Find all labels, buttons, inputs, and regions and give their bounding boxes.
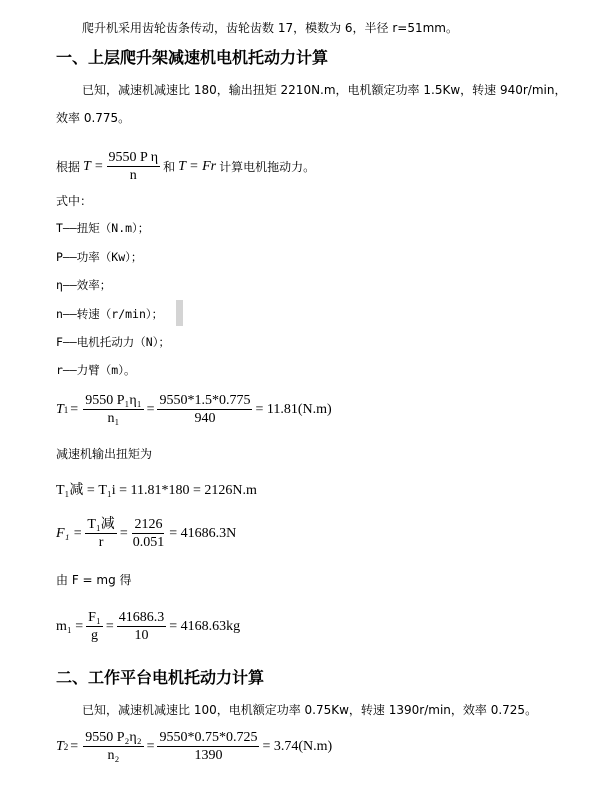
reducer-torque-label: 减速机输出扭矩为: [56, 447, 153, 461]
formula-numerator: 9550 P η: [108, 150, 159, 165]
eq1-lhs: T: [56, 401, 64, 417]
eq2-text: T₁减 = T₁i = 11.81*180 = 2126N.m: [56, 483, 257, 498]
formula-denominator: n: [129, 168, 137, 183]
text-cursor-highlight: [176, 300, 183, 326]
eq3-numerator-values: 2126: [134, 517, 163, 532]
equation-t1-reducer: [56, 479, 257, 499]
eq5-denominator: n₂: [107, 748, 120, 763]
eq3-denominator: r: [98, 535, 104, 550]
eq4-numerator-values: 41686.3: [118, 610, 165, 625]
mg-label: 由 F = mg 得: [56, 573, 132, 587]
equation-t2: T 2 = $\frac{\text{9550 P₂η₂}}{\text{n₂}}$ = $\frac{9550*0.75*0.725}{1390}$ = 3.74(N.m): [56, 730, 333, 763]
eq1-denominator-values: 940: [194, 411, 216, 426]
formula-suffix: 计算电机拖动力。: [219, 160, 316, 174]
equation-m1: m₁ = $\frac{\text{F₁}}{g}$ = $\frac{41686.3}{10}$ = 4168.63kg: [56, 610, 241, 643]
section1-given-line1: 已知，减速机减速比 180，输出扭矩 2210N.m，电机额定功率 1.5Kw，转速 940r/min，: [82, 83, 567, 97]
eq1-result: = 11.81(N.m): [255, 401, 332, 417]
def-arm: r——力臂（m）。: [56, 363, 136, 377]
formula-t-lhs: T =: [83, 158, 104, 174]
eq3-result: = 41686.3N: [169, 525, 237, 541]
formula-line: [56, 150, 315, 183]
formula-t2: T = Fr: [178, 158, 217, 174]
where-label: 式中：: [56, 194, 93, 208]
eq4-lhs: m₁ =: [56, 618, 84, 634]
eq4-denominator-values: 10: [134, 628, 149, 643]
formula-prefix: 根据: [56, 160, 81, 174]
eq4-result: = 4168.63kg: [169, 618, 241, 634]
equation-t1: T 1 = $\frac{\text{9550 P₁η₁}}{\text{n₁}}$ = $\frac{9550*1.5*0.775}{940}$ = 11.81(N.m): [56, 393, 332, 426]
eq3-denominator-values: 0.051: [132, 535, 165, 550]
eq5-result: = 3.74(N.m): [262, 738, 333, 754]
eq5-lhs: T: [56, 738, 64, 754]
section1-given-line2: 效率 0.775。: [56, 111, 131, 125]
def-force: F——电机托动力（N）；: [56, 335, 170, 349]
eq5-numerator: 9550 P₂η₂: [85, 730, 142, 745]
eq1-lhs-sub: 1: [63, 404, 69, 415]
def-efficiency: η——效率；: [56, 278, 112, 292]
eq3-lhs: F₁ =: [56, 525, 83, 541]
def-speed: n——转速（r/min）；: [56, 307, 164, 321]
eq1-numerator-values: 9550*1.5*0.775: [159, 393, 251, 408]
eq1-numerator: 9550 P₁η₁: [85, 393, 142, 408]
equation-f1: F₁ = $\frac{\text{T₁减}}{r}$ = $\frac{2126}{0.051}$ = 41686.3N: [56, 517, 237, 550]
eq5-numerator-values: 9550*0.75*0.725: [159, 730, 258, 745]
section2-given-line: 已知，减速机减速比 100，电机额定功率 0.75Kw，转速 1390r/min，效率 0.725。: [82, 703, 538, 717]
eq5-denominator-values: 1390: [194, 748, 223, 763]
eq4-numerator: F₁: [88, 610, 101, 625]
section2-heading: 二、工作平台电机托动力计算: [56, 668, 265, 687]
def-power: P——功率（Kw）；: [56, 250, 143, 264]
section1-heading: 一、上层爬升架减速机电机托动力计算: [56, 48, 329, 67]
intro-text: 爬升机采用齿轮齿条传动，齿轮齿数 17，模数为 6，半径 r=51mm。: [82, 21, 458, 35]
eq4-denominator: g: [91, 628, 98, 643]
eq1-denominator: n₁: [107, 411, 120, 426]
eq5-lhs-sub: 2: [63, 741, 69, 752]
eq3-numerator: T₁减: [87, 517, 115, 532]
formula-and: 和: [163, 160, 176, 174]
formula-fraction: [107, 150, 161, 183]
def-torque: T——扭矩（N.m）；: [56, 221, 150, 235]
